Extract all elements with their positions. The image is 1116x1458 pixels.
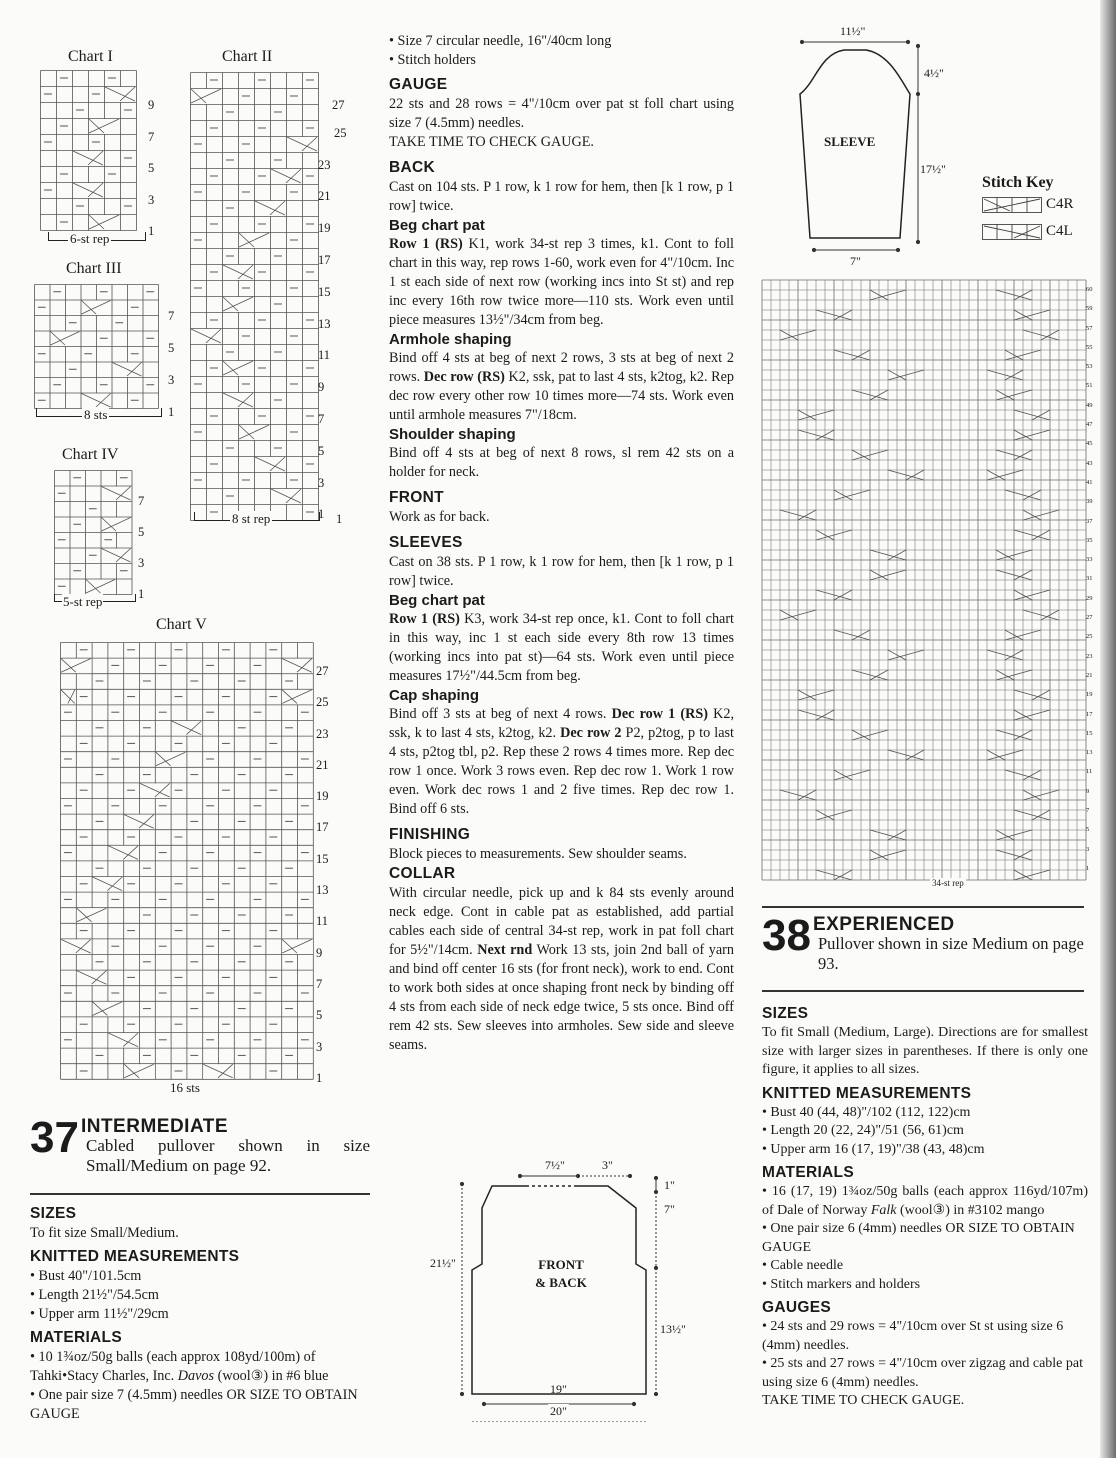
front-heading: FRONT (389, 489, 444, 506)
body-text: Bind off 3 sts at beg of next 4 rows. (389, 706, 612, 722)
chart-5-title: Chart V (156, 616, 207, 633)
gauge-check: TAKE TIME TO CHECK GAUGE. (762, 1393, 965, 1408)
armhole-text (389, 349, 734, 425)
row-num: 5 (148, 161, 155, 175)
body-text: K3, work 34-st rep once, k1. Cont to foll chart in this way, inc 1 st each side every 8th row 13 times (working incs into pat st)—64 sts. Work even until piece measures 17½"/44.5cm from beg. (389, 611, 735, 684)
row-num: 9 (318, 380, 325, 395)
side-length: 13½" (660, 1322, 686, 1336)
c4l-label: C4L (1046, 223, 1073, 239)
cable-cell (223, 361, 254, 376)
measurements-list (30, 1267, 375, 1324)
row-num: 3 (1086, 845, 1090, 853)
row-num: 3 (318, 475, 325, 490)
material-text: Cable needle (770, 1258, 844, 1273)
materials-heading: MATERIALS (30, 1329, 122, 1346)
pattern-38-header (762, 911, 1092, 974)
body-text: K2, ssk, pat to last 4 sts, k2tog, k2. Rep dec row every other row 10 times more—74 sts. Work even until armhole measures 7"/18cm. (389, 369, 734, 423)
sleeves-text: Cast on 38 sts. P 1 row, k 1 row for hem, then [k 1 row, p 1 row] twice. (389, 554, 734, 589)
gauge-heading: GAUGE (389, 76, 448, 93)
row-num: 37 (1086, 517, 1093, 525)
stitch-key (982, 174, 1092, 240)
row-num: 15 (1086, 729, 1093, 737)
pattern-intro (30, 1136, 370, 1176)
large-chart-rep: 34-st rep (932, 878, 964, 888)
sleeve-outline (790, 22, 970, 272)
chart-3-grid (34, 284, 164, 414)
gauge-text: 24 sts and 29 rows = 4"/10cm over St st using size 6 (4mm) needles. (762, 1319, 1064, 1353)
sleeve-beg-chart-heading: Beg chart pat (389, 592, 485, 609)
shoulder-width: 3" (602, 1158, 613, 1172)
section-rule (762, 990, 1084, 992)
list-item: • Size 7 circular needle, 16"/40cm long (389, 32, 734, 51)
row-num: 13 (316, 883, 329, 898)
chart-5-grid (60, 642, 316, 1092)
materials-cont (389, 32, 734, 70)
chart-4-rep: 5-st rep (63, 594, 103, 609)
c4r-label: C4R (1046, 196, 1074, 212)
measurements-list (762, 1104, 1088, 1160)
beg-chart-text (389, 235, 734, 330)
collar-heading: COLLAR (389, 865, 456, 882)
row-num: 29 (1086, 594, 1093, 602)
sleeves-heading: SLEEVES (389, 534, 463, 551)
material-item: • One pair size 7 (4.5mm) needles OR SIZE TO OBTAIN GAUGE (30, 1387, 358, 1422)
cable-cell (89, 215, 120, 230)
intro-text: Cabled pullover shown in size Small/Medium on page 92. (86, 1136, 370, 1175)
chart-5-row-numbers (316, 656, 329, 1094)
row-num: 25 (1086, 633, 1093, 641)
shoulder-text: Bind off 4 sts at beg of next 8 rows, sl rem 42 sts on a holder for neck. (389, 445, 734, 480)
row-num: 23 (1086, 652, 1093, 660)
cable-cell (61, 659, 92, 674)
body-text: Bind off 4 sts at beg of next 2 rows, 3 sts at beg of next 2 rows. (389, 350, 734, 385)
row-num: 19 (316, 789, 329, 804)
width-20: 20" (550, 1404, 567, 1418)
back-text: Cast on 104 sts. P 1 row, k 1 row for hem, then [k 1 row, p 1 row] twice. (389, 179, 734, 214)
sizes-heading: SIZES (30, 1205, 77, 1222)
chart-5 (60, 614, 360, 1098)
list-item: • Upper arm 11½"/29cm (30, 1305, 375, 1324)
bold-label: Dec row 2 (560, 725, 622, 741)
row-num: 9 (316, 945, 323, 960)
row-num: 60 (1086, 286, 1093, 293)
yarn-name: Falk (870, 1202, 897, 1218)
bold-label: Next rnd (477, 942, 533, 958)
chart-5-rep: 16 sts (170, 1080, 200, 1095)
row-num: 21 (318, 189, 331, 204)
material-item: • Cable needle (762, 1258, 844, 1273)
row-num: 43 (1086, 459, 1093, 467)
row-num: 23 (318, 157, 331, 172)
gauge-item: • 24 sts and 29 rows = 4"/10cm over St st using size 6 (4mm) needles. (762, 1319, 1064, 1353)
stitch-key-title: Stitch Key (982, 174, 1054, 191)
front-back-schematic (420, 1152, 710, 1422)
row-num: 25 (334, 125, 347, 140)
row-num: 39 (1086, 498, 1093, 506)
gauge-text: 22 sts and 28 rows = 4"/10cm over pat st foll chart using size 7 (4.5mm) needles. (389, 96, 734, 131)
row-num: 53 (1086, 363, 1093, 371)
sizes-text: To fit Small (Medium, Large). Directions are for smallest size with larger sizes in parentheses. If there is only one figure, it applies to all sizes. (762, 1025, 1088, 1077)
pattern-37-header (30, 1113, 370, 1176)
sizes-heading: SIZES (762, 1005, 809, 1022)
row-num: 17 (1086, 710, 1093, 718)
pattern-number: 37 (30, 1113, 79, 1162)
row-num: 41 (1086, 478, 1093, 486)
bold-label: Row 1 (RS) (389, 236, 463, 252)
key-c4l (982, 223, 1092, 240)
page-edge-shadow (1100, 0, 1116, 1458)
row-num: 3 (138, 556, 145, 570)
row-num: 3 (148, 192, 155, 207)
row-num: 5 (1086, 826, 1090, 834)
pattern-37-left-text (30, 1204, 375, 1424)
sleeve-bottom-width: 7" (850, 254, 861, 268)
material-text: (wool③) in #3102 mango (896, 1202, 1045, 1218)
cable-cell (124, 1064, 155, 1079)
section-rule (762, 906, 1084, 908)
pattern-number: 38 (762, 911, 811, 960)
bold-label: Dec row 1 (RS) (611, 706, 708, 722)
cable-cell (191, 89, 222, 104)
body-text: P2, p2tog, p to last 4 sts, p2tog tbl, p2. Rep these 2 rows 4 times more. Rep dec row 1 once. Work 3 rows even. Rep dec row 1. Work 1 row even. Work dec rows 1 and 2 five times. Rep dec row 1. Bind off 6 sts. (389, 725, 734, 817)
row-num: 27 (332, 98, 345, 112)
sleeve-length: 17½" (920, 162, 946, 176)
row-num: 51 (1086, 382, 1093, 390)
materials-heading: MATERIALS (762, 1164, 854, 1181)
skill-level: INTERMEDIATE (80, 1116, 229, 1137)
cable-cell (93, 1002, 124, 1017)
back-heading: BACK (389, 159, 435, 176)
chart-2-row-numbers (318, 90, 347, 531)
neck-depth: 1" (664, 1178, 675, 1192)
cap-heading: Cap shaping (389, 687, 480, 704)
list-item: • Length 21½"/54.5cm (30, 1286, 375, 1305)
material-text: One pair size 7 (4.5mm) needles OR SIZE TO OBTAIN GAUGE (30, 1387, 358, 1422)
chart-3-row-numbers (168, 300, 174, 428)
gauge-check: TAKE TIME TO CHECK GAUGE. (389, 134, 594, 150)
sleeve-schematic (790, 22, 970, 272)
row-num: 47 (1086, 421, 1093, 429)
row-num: 5 (168, 341, 175, 355)
bold-label: Dec row (RS) (423, 369, 505, 385)
row-num: 11 (316, 914, 329, 929)
row-num: 9 (148, 98, 155, 112)
material-text: 16 (17, 19) 1¾oz/50g balls (each approx 116yd/107m) of Dale of Norway (762, 1184, 1088, 1218)
finishing-text: Block pieces to measurements. Sew shoulder seams. (389, 846, 687, 862)
row-num: 7 (318, 411, 325, 426)
cable-cell (156, 752, 187, 767)
front-text: Work as for back. (389, 509, 490, 525)
row-num: 7 (168, 309, 175, 323)
row-num: 33 (1086, 556, 1093, 564)
row-num: 3 (168, 373, 175, 387)
cable-cell (82, 301, 112, 316)
body-length: 21½" (430, 1256, 456, 1270)
c4l-symbol (982, 224, 1042, 240)
cable-cell (239, 425, 270, 440)
row-num: 23 (316, 726, 329, 741)
row-num: 1 (148, 224, 155, 238)
row-num: 13 (318, 316, 331, 331)
skill-level: EXPERIENCED (812, 914, 955, 935)
chart-1-rep: 6-st rep (70, 231, 110, 246)
chart-4-title: Chart IV (62, 446, 119, 463)
chart-3 (34, 258, 184, 428)
row-num: 19 (318, 221, 331, 236)
body-text: With circular needle, pick up and k 84 sts evenly around neck edge. Cont in cable pat as established, add partial cables each side of central 34-st rep, work in pat foll chart for 5½"/14cm. (389, 885, 734, 958)
material-text: (wool③) in #6 blue (214, 1368, 329, 1384)
cable-cell (282, 690, 313, 705)
large-chart-grid (760, 278, 1092, 890)
body-text: K2, ssk, k to last 4 sts, k2tog, k2. (389, 706, 735, 741)
chart-4-row-numbers (138, 486, 144, 610)
cable-cell (86, 580, 116, 595)
row-num: 49 (1086, 401, 1093, 409)
row-num: 5 (138, 525, 145, 539)
armhole-heading: Armhole shaping (389, 331, 512, 348)
chart-1-title: Chart I (68, 48, 113, 65)
cable-cell (239, 233, 270, 248)
cable-cell (77, 908, 108, 923)
chart-2-extra: 1 (336, 512, 343, 526)
chart-1-row-numbers (148, 90, 154, 248)
finishing-heading: FINISHING (389, 826, 471, 843)
row-num: 35 (1086, 536, 1093, 544)
chart-3-rep: 8 sts (84, 407, 108, 422)
intro-text: Pullover shown in size Medium on page 93. (818, 934, 1084, 973)
row-num: 5 (316, 1008, 323, 1023)
body-text: K1, work 34-st rep 3 times, k1. Cont to foll chart in this way, rep rows 1-60, work even for 4"/10cm. Inc 1 st each side of next row (working incs into St st) and rep inc every 16th row twice more—110 sts. Work even until piece measures 13½"/34cm from beg. (389, 236, 735, 328)
material-item: • 10 1¾oz/50g balls (each approx 108yd/100m) of Tahki•Stacy Charles, Inc. Davos (wool③) in #6 blue (30, 1349, 329, 1384)
key-c4r (982, 196, 1092, 213)
cap-text (389, 705, 734, 819)
row-num: 1 (1086, 864, 1090, 872)
armhole-depth: 7" (664, 1202, 675, 1216)
cable-cell (51, 332, 81, 347)
chart-3-title: Chart III (66, 260, 122, 277)
width-19: 19" (550, 1382, 567, 1396)
row-num: 17 (318, 252, 331, 267)
row-num: 15 (318, 284, 331, 299)
cable-cell (102, 518, 132, 533)
row-num: 7 (316, 976, 323, 991)
sleeve-label: SLEEVE (824, 134, 876, 149)
bold-label: Row 1 (RS) (389, 611, 460, 627)
row-num: 9 (1086, 787, 1090, 795)
pattern-38-text (762, 1004, 1088, 1411)
material-item: • 16 (17, 19) 1¾oz/50g balls (each approx 116yd/107m) of Dale of Norway Falk (wool③) in #3102 mango (762, 1184, 1088, 1218)
row-num: 11 (1086, 768, 1093, 776)
beg-chart-heading: Beg chart pat (389, 217, 485, 234)
row-num: 11 (318, 348, 331, 363)
label-line: & BACK (535, 1275, 587, 1290)
sleeve-top-width: 11½" (840, 24, 866, 38)
chart-4 (54, 444, 164, 616)
row-num: 3 (316, 1039, 323, 1054)
row-num: 7 (148, 129, 155, 144)
sizes-text: To fit size Small/Medium. (30, 1225, 179, 1241)
material-text: 10 1¾oz/50g balls (each approx 108yd/100m) of Tahki•Stacy Charles, Inc. (30, 1349, 316, 1384)
chart-2-title: Chart II (222, 48, 273, 65)
row-num: 31 (1086, 575, 1093, 583)
chart-2-rep: 8 st rep (232, 511, 271, 526)
front-back-label (530, 1256, 592, 1292)
list-item: • Upper arm 16 (17, 19)"/38 (43, 48)cm (762, 1141, 1088, 1160)
large-chart-row-numbers (1086, 280, 1093, 878)
shoulder-heading: Shoulder shaping (389, 426, 516, 443)
row-num: 21 (316, 757, 329, 772)
sleeve-cap-height: 4½" (924, 66, 944, 80)
row-num: 1 (138, 587, 145, 601)
row-num: 21 (1086, 671, 1093, 679)
list-item: • Stitch holders (389, 51, 734, 70)
material-text: Stitch markers and holders (770, 1276, 921, 1292)
material-text: One pair size 6 (4mm) needles OR SIZE TO OBTAIN GAUGE (762, 1221, 1075, 1255)
gauges-heading: GAUGES (762, 1299, 831, 1316)
list-item: • Length 20 (22, 24)"/51 (56, 61)cm (762, 1122, 1088, 1141)
row-num: 7 (138, 494, 145, 508)
material-item: • Stitch markers and holders (762, 1276, 921, 1292)
chart-4-grid (54, 470, 134, 600)
row-num: 1 (316, 1070, 323, 1085)
row-num: 17 (316, 820, 329, 835)
list-item: • Bust 40 (44, 48)"/102 (112, 122)cm (762, 1104, 1088, 1123)
large-cable-chart (760, 278, 1100, 898)
gauge-item: • 25 sts and 27 rows = 4"/10cm over zigzag and cable pat using size 6 (4mm) needles. (762, 1356, 1083, 1390)
row-num: 27 (316, 664, 329, 678)
row-num: 13 (1086, 749, 1093, 757)
row-num: 27 (1086, 614, 1093, 622)
c4r-symbol (982, 197, 1042, 213)
row-num: 1 (318, 507, 325, 522)
pattern-37-middle-text (389, 32, 734, 1055)
sleeve-beg-chart-text (389, 610, 734, 686)
cable-cell (282, 939, 313, 954)
neck-width: 7½" (545, 1158, 565, 1172)
row-num: 25 (316, 695, 329, 710)
cable-cell (89, 119, 120, 134)
pattern-intro (762, 934, 1092, 974)
section-rule (30, 1193, 370, 1195)
row-num: 5 (318, 443, 325, 458)
row-num: 57 (1086, 324, 1093, 332)
row-num: 15 (316, 851, 329, 866)
row-num: 59 (1086, 305, 1093, 313)
chart-1 (40, 46, 170, 256)
gauge-text: 25 sts and 27 rows = 4"/10cm over zigzag and cable pat using size 6 (4mm) needles. (762, 1356, 1083, 1390)
material-item: • One pair size 6 (4mm) needles OR SIZE TO OBTAIN GAUGE (762, 1221, 1075, 1255)
row-num: 19 (1086, 691, 1093, 699)
measurements-heading: KNITTED MEASUREMENTS (30, 1248, 240, 1265)
body-text: Work 13 sts, join 2nd ball of yarn and bind off center 16 sts (for front neck), work to end. Cont to work both sides at once shaping front neck by binding off 4 sts from each side of neck edge twice, 5 sts once. Bind off rem 42 sts. Sew sleeves into armholes. Sew side and sleeve seams. (389, 942, 734, 1053)
row-num: 1 (168, 405, 175, 419)
cable-cell (223, 297, 254, 312)
row-num: 7 (1086, 807, 1090, 815)
row-num: 45 (1086, 440, 1093, 448)
yarn-name: Davos (177, 1368, 215, 1384)
collar-text (389, 884, 734, 1055)
label-line: FRONT (538, 1257, 584, 1272)
row-num: 55 (1086, 343, 1093, 351)
measurements-heading: KNITTED MEASUREMENTS (762, 1084, 972, 1102)
list-item: • Bust 40"/101.5cm (30, 1267, 375, 1286)
